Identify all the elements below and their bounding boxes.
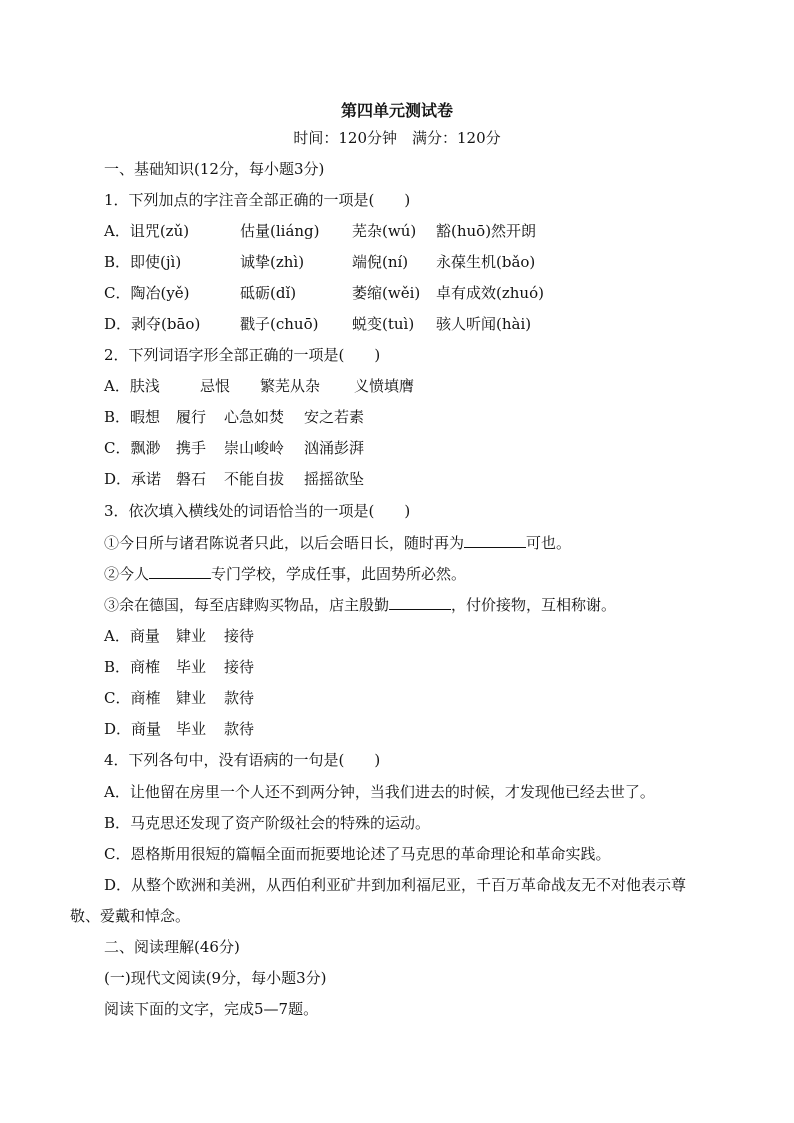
q3-stem: 3．依次填入横线处的词语恰当的一项是( ) — [104, 502, 411, 520]
q4-option-d-line1: D．从整个欧洲和美洲，从西伯利亚矿井到加利福尼亚，千百万革命战友无不对他表示尊 — [104, 876, 687, 894]
section2-heading: 二、阅读理解(46分) — [104, 938, 240, 956]
q2-option-b: B．暇想 履行 心急如焚 安之若素 — [104, 408, 365, 426]
fill-blank[interactable] — [149, 564, 211, 579]
fill-blank[interactable] — [464, 533, 526, 548]
q4-option-a: A．让他留在房里一个人还不到两分钟，当我们进去的时候，才发现他已经去世了。 — [104, 783, 655, 801]
q4-option-c: C．恩格斯用很短的篇幅全面而扼要地论述了马克思的革命理论和革命实践。 — [104, 845, 611, 863]
q3-option-c: C．商榷 肄业 款待 — [104, 689, 255, 707]
q2-stem: 2．下列词语字形全部正确的一项是( ) — [104, 346, 381, 364]
q3-option-b: B．商榷 毕业 接待 — [104, 658, 255, 676]
page-title: 第四单元测试卷 — [340, 101, 453, 120]
fill-blank[interactable] — [389, 595, 451, 610]
section1-heading: 一、基础知识(12分，每小题3分) — [104, 160, 325, 178]
q3-option-d: D．商量 毕业 款待 — [104, 720, 255, 738]
q1-option-b: B．即使(jì) 诚挚(zhì) 端倪(ní) 永葆生机(bǎo) — [104, 253, 536, 271]
q3-sentence-2: ②今人 专门学校，学成任事，此固势所必然。 — [104, 565, 467, 583]
q1-stem: 1．下列加点的字注音全部正确的一项是( ) — [104, 191, 411, 209]
q3-sentence-1: ①今日所与诸君陈说者只此，以后会晤日长，随时再为 可也。 — [104, 534, 572, 552]
section2-subheading: (一)现代文阅读(9分，每小题3分) — [104, 969, 327, 987]
q1-option-d: D．剥夺(bāo) 戳子(chuō) 蜕变(tuì) 骇人听闻(hài) — [104, 315, 532, 333]
q4-option-d-line2: 敬、爱戴和悼念。 — [70, 907, 191, 925]
q2-option-d: D．承诺 磐石 不能自拔 摇摇欲坠 — [104, 470, 365, 488]
q2-option-a: A．肤浅 忌恨 繁芜从杂 义愤填膺 — [104, 377, 415, 395]
exam-info: 时间：120分钟 满分：120分 — [293, 129, 501, 147]
q3-option-a: A．商量 肄业 接待 — [104, 627, 255, 645]
q3-sentence-3: ③余在德国，每至店肆购买物品，店主殷勤 ，付价接物，互相称谢。 — [104, 596, 617, 614]
q4-option-b: B．马克思还发现了资产阶级社会的特殊的运动。 — [104, 814, 431, 832]
q1-option-c: C．陶冶(yě) 砥砺(dǐ) 萎缩(wěi) 卓有成效(zhuó) — [104, 284, 544, 302]
q1-option-a: A．诅咒(zǔ) 估量(liáng) 芜杂(wú) 豁(huō)然开朗 — [104, 222, 537, 240]
q2-option-c: C．飘渺 携手 崇山峻岭 汹涌彭湃 — [104, 439, 365, 457]
reading-instructions: 阅读下面的文字，完成5—7题。 — [104, 1000, 319, 1018]
q4-stem: 4．下列各句中，没有语病的一句是( ) — [104, 751, 381, 769]
